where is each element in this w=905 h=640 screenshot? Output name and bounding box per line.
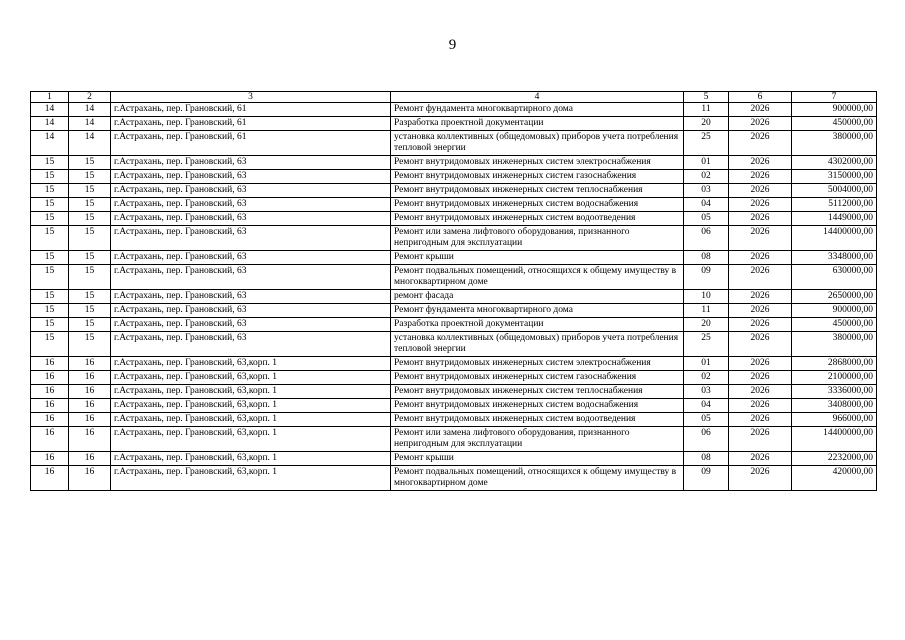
- work-type-cell: Ремонт внутридомовых инженерных систем водоснабжения: [391, 198, 684, 212]
- work-type-cell: Ремонт подвальных помещений, относящихся к общему имуществу в многоквартирном доме: [391, 265, 684, 290]
- object-number-cell: 15: [69, 318, 111, 332]
- row-number-cell: 16: [31, 357, 69, 371]
- object-number-cell: 15: [69, 170, 111, 184]
- work-code-cell: 08: [684, 251, 729, 265]
- row-number-cell: 16: [31, 399, 69, 413]
- work-code-cell: 20: [684, 318, 729, 332]
- work-code-cell: 09: [684, 466, 729, 491]
- work-type-cell: Ремонт внутридомовых инженерных систем водоотведения: [391, 212, 684, 226]
- object-number-cell: 16: [69, 466, 111, 491]
- cost-cell: 900000,00: [792, 103, 877, 117]
- column-header: 7: [792, 92, 877, 103]
- column-header: 1: [31, 92, 69, 103]
- row-number-cell: 16: [31, 371, 69, 385]
- year-cell: 2026: [729, 117, 792, 131]
- row-number-cell: 15: [31, 265, 69, 290]
- work-code-cell: 10: [684, 290, 729, 304]
- address-cell: г.Астрахань, пер. Грановский, 61: [111, 117, 391, 131]
- work-type-cell: Ремонт внутридомовых инженерных систем теплоснабжения: [391, 385, 684, 399]
- work-type-cell: ремонт фасада: [391, 290, 684, 304]
- work-type-cell: Ремонт крыши: [391, 452, 684, 466]
- address-cell: г.Астрахань, пер. Грановский, 63: [111, 304, 391, 318]
- work-code-cell: 03: [684, 385, 729, 399]
- column-header: 6: [729, 92, 792, 103]
- cost-cell: 3348000,00: [792, 251, 877, 265]
- row-number-cell: 15: [31, 156, 69, 170]
- object-number-cell: 15: [69, 226, 111, 251]
- year-cell: 2026: [729, 318, 792, 332]
- column-header: 3: [111, 92, 391, 103]
- object-number-cell: 16: [69, 385, 111, 399]
- object-number-cell: 15: [69, 265, 111, 290]
- row-number-cell: 16: [31, 427, 69, 452]
- row-number-cell: 15: [31, 304, 69, 318]
- work-code-cell: 06: [684, 226, 729, 251]
- table-row: [31, 332, 877, 357]
- address-cell: г.Астрахань, пер. Грановский, 63: [111, 212, 391, 226]
- table-row: [31, 226, 877, 251]
- address-cell: г.Астрахань, пер. Грановский, 63,корп. 1: [111, 427, 391, 452]
- year-cell: 2026: [729, 226, 792, 251]
- row-number-cell: 15: [31, 226, 69, 251]
- cost-cell: 450000,00: [792, 318, 877, 332]
- object-number-cell: 16: [69, 399, 111, 413]
- row-number-cell: 16: [31, 452, 69, 466]
- object-number-cell: 15: [69, 156, 111, 170]
- address-cell: г.Астрахань, пер. Грановский, 63: [111, 290, 391, 304]
- work-code-cell: 05: [684, 413, 729, 427]
- cost-cell: 380000,00: [792, 131, 877, 156]
- row-number-cell: 14: [31, 131, 69, 156]
- cost-cell: 2100000,00: [792, 371, 877, 385]
- row-number-cell: 16: [31, 413, 69, 427]
- address-cell: г.Астрахань, пер. Грановский, 63: [111, 332, 391, 357]
- object-number-cell: 14: [69, 117, 111, 131]
- year-cell: 2026: [729, 103, 792, 117]
- address-cell: г.Астрахань, пер. Грановский, 63: [111, 226, 391, 251]
- object-number-cell: 15: [69, 332, 111, 357]
- row-number-cell: 15: [31, 318, 69, 332]
- address-cell: г.Астрахань, пер. Грановский, 63: [111, 184, 391, 198]
- object-number-cell: 15: [69, 304, 111, 318]
- object-number-cell: 15: [69, 184, 111, 198]
- page-number: 9: [448, 37, 457, 53]
- row-number-cell: 15: [31, 290, 69, 304]
- row-number-cell: 15: [31, 184, 69, 198]
- work-code-cell: 08: [684, 452, 729, 466]
- table-row: [31, 413, 877, 427]
- table-row: [31, 357, 877, 371]
- table-row: [31, 427, 877, 452]
- object-number-cell: 15: [69, 251, 111, 265]
- work-code-cell: 03: [684, 184, 729, 198]
- cost-cell: 3408000,00: [792, 399, 877, 413]
- cost-cell: 14400000,00: [792, 427, 877, 452]
- year-cell: 2026: [729, 357, 792, 371]
- year-cell: 2026: [729, 452, 792, 466]
- table-row: [31, 452, 877, 466]
- work-code-cell: 25: [684, 131, 729, 156]
- year-cell: 2026: [729, 427, 792, 452]
- cost-cell: 630000,00: [792, 265, 877, 290]
- column-header: 2: [69, 92, 111, 103]
- row-number-cell: 15: [31, 332, 69, 357]
- work-type-cell: установка коллективных (общедомовых) приборов учета потребления тепловой энергии: [391, 332, 684, 357]
- table-row: [31, 103, 877, 117]
- column-header: 5: [684, 92, 729, 103]
- year-cell: 2026: [729, 265, 792, 290]
- object-number-cell: 14: [69, 103, 111, 117]
- work-type-cell: Ремонт крыши: [391, 251, 684, 265]
- work-type-cell: Разработка проектной документации: [391, 117, 684, 131]
- cost-cell: 900000,00: [792, 304, 877, 318]
- row-number-cell: 16: [31, 385, 69, 399]
- work-type-cell: установка коллективных (общедомовых) приборов учета потребления тепловой энергии: [391, 131, 684, 156]
- work-type-cell: Ремонт внутридомовых инженерных систем газоснабжения: [391, 371, 684, 385]
- work-type-cell: Ремонт подвальных помещений, относящихся к общему имуществу в многоквартирном доме: [391, 466, 684, 491]
- cost-cell: 420000,00: [792, 466, 877, 491]
- object-number-cell: 16: [69, 452, 111, 466]
- address-cell: г.Астрахань, пер. Грановский, 63,корп. 1: [111, 357, 391, 371]
- object-number-cell: 16: [69, 427, 111, 452]
- work-type-cell: Ремонт внутридомовых инженерных систем водоотведения: [391, 413, 684, 427]
- table-row: [31, 371, 877, 385]
- table-row: [31, 290, 877, 304]
- work-type-cell: Ремонт внутридомовых инженерных систем электроснабжения: [391, 357, 684, 371]
- work-code-cell: 25: [684, 332, 729, 357]
- table-row: [31, 156, 877, 170]
- work-type-cell: Разработка проектной документации: [391, 318, 684, 332]
- year-cell: 2026: [729, 371, 792, 385]
- work-type-cell: Ремонт внутридомовых инженерных систем водоснабжения: [391, 399, 684, 413]
- work-code-cell: 09: [684, 265, 729, 290]
- year-cell: 2026: [729, 212, 792, 226]
- address-cell: г.Астрахань, пер. Грановский, 63: [111, 156, 391, 170]
- address-cell: г.Астрахань, пер. Грановский, 63: [111, 265, 391, 290]
- table-row: [31, 399, 877, 413]
- work-type-cell: Ремонт внутридомовых инженерных систем газоснабжения: [391, 170, 684, 184]
- cost-cell: 14400000,00: [792, 226, 877, 251]
- table-row: [31, 212, 877, 226]
- cost-cell: 2650000,00: [792, 290, 877, 304]
- work-code-cell: 06: [684, 427, 729, 452]
- table-row: [31, 198, 877, 212]
- address-cell: г.Астрахань, пер. Грановский, 63,корп. 1: [111, 452, 391, 466]
- cost-cell: 966000,00: [792, 413, 877, 427]
- row-number-cell: 16: [31, 466, 69, 491]
- table-row: [31, 466, 877, 491]
- year-cell: 2026: [729, 170, 792, 184]
- year-cell: 2026: [729, 251, 792, 265]
- object-number-cell: 15: [69, 290, 111, 304]
- work-code-cell: 11: [684, 304, 729, 318]
- object-number-cell: 14: [69, 131, 111, 156]
- year-cell: 2026: [729, 198, 792, 212]
- address-cell: г.Астрахань, пер. Грановский, 63,корп. 1: [111, 371, 391, 385]
- work-code-cell: 02: [684, 371, 729, 385]
- table-row: [31, 385, 877, 399]
- table-row: [31, 117, 877, 131]
- column-header: 4: [391, 92, 684, 103]
- work-type-cell: Ремонт фундамента многоквартирного дома: [391, 304, 684, 318]
- work-type-cell: Ремонт фундамента многоквартирного дома: [391, 103, 684, 117]
- cost-cell: 2232000,00: [792, 452, 877, 466]
- repair-schedule-table: [30, 91, 877, 491]
- work-code-cell: 11: [684, 103, 729, 117]
- table-header-row: [31, 92, 877, 103]
- cost-cell: 2868000,00: [792, 357, 877, 371]
- work-code-cell: 02: [684, 170, 729, 184]
- work-code-cell: 01: [684, 357, 729, 371]
- row-number-cell: 15: [31, 170, 69, 184]
- work-type-cell: Ремонт или замена лифтового оборудования, признанного непригодным для эксплуатации: [391, 226, 684, 251]
- work-type-cell: Ремонт или замена лифтового оборудования, признанного непригодным для эксплуатации: [391, 427, 684, 452]
- object-number-cell: 16: [69, 413, 111, 427]
- work-code-cell: 20: [684, 117, 729, 131]
- work-code-cell: 04: [684, 198, 729, 212]
- cost-cell: 450000,00: [792, 117, 877, 131]
- year-cell: 2026: [729, 290, 792, 304]
- object-number-cell: 16: [69, 371, 111, 385]
- address-cell: г.Астрахань, пер. Грановский, 61: [111, 131, 391, 156]
- row-number-cell: 14: [31, 117, 69, 131]
- table-row: [31, 304, 877, 318]
- year-cell: 2026: [729, 332, 792, 357]
- address-cell: г.Астрахань, пер. Грановский, 61: [111, 103, 391, 117]
- year-cell: 2026: [729, 131, 792, 156]
- address-cell: г.Астрахань, пер. Грановский, 63: [111, 251, 391, 265]
- table-row: [31, 131, 877, 156]
- cost-cell: 4302000,00: [792, 156, 877, 170]
- table-body: [31, 103, 877, 491]
- cost-cell: 5112000,00: [792, 198, 877, 212]
- year-cell: 2026: [729, 304, 792, 318]
- address-cell: г.Астрахань, пер. Грановский, 63,корп. 1: [111, 385, 391, 399]
- year-cell: 2026: [729, 413, 792, 427]
- table-row: [31, 265, 877, 290]
- object-number-cell: 16: [69, 357, 111, 371]
- table-row: [31, 184, 877, 198]
- work-type-cell: Ремонт внутридомовых инженерных систем теплоснабжения: [391, 184, 684, 198]
- work-code-cell: 01: [684, 156, 729, 170]
- address-cell: г.Астрахань, пер. Грановский, 63: [111, 170, 391, 184]
- object-number-cell: 15: [69, 212, 111, 226]
- table-row: [31, 170, 877, 184]
- object-number-cell: 15: [69, 198, 111, 212]
- address-cell: г.Астрахань, пер. Грановский, 63,корп. 1: [111, 466, 391, 491]
- work-type-cell: Ремонт внутридомовых инженерных систем электроснабжения: [391, 156, 684, 170]
- year-cell: 2026: [729, 466, 792, 491]
- row-number-cell: 15: [31, 251, 69, 265]
- table-row: [31, 251, 877, 265]
- address-cell: г.Астрахань, пер. Грановский, 63,корп. 1: [111, 413, 391, 427]
- row-number-cell: 14: [31, 103, 69, 117]
- work-code-cell: 04: [684, 399, 729, 413]
- cost-cell: 3336000,00: [792, 385, 877, 399]
- cost-cell: 3150000,00: [792, 170, 877, 184]
- year-cell: 2026: [729, 184, 792, 198]
- address-cell: г.Астрахань, пер. Грановский, 63: [111, 318, 391, 332]
- cost-cell: 380000,00: [792, 332, 877, 357]
- row-number-cell: 15: [31, 212, 69, 226]
- year-cell: 2026: [729, 385, 792, 399]
- table-row: [31, 318, 877, 332]
- cost-cell: 1449000,00: [792, 212, 877, 226]
- address-cell: г.Астрахань, пер. Грановский, 63: [111, 198, 391, 212]
- row-number-cell: 15: [31, 198, 69, 212]
- year-cell: 2026: [729, 399, 792, 413]
- year-cell: 2026: [729, 156, 792, 170]
- work-code-cell: 05: [684, 212, 729, 226]
- address-cell: г.Астрахань, пер. Грановский, 63,корп. 1: [111, 399, 391, 413]
- cost-cell: 5004000,00: [792, 184, 877, 198]
